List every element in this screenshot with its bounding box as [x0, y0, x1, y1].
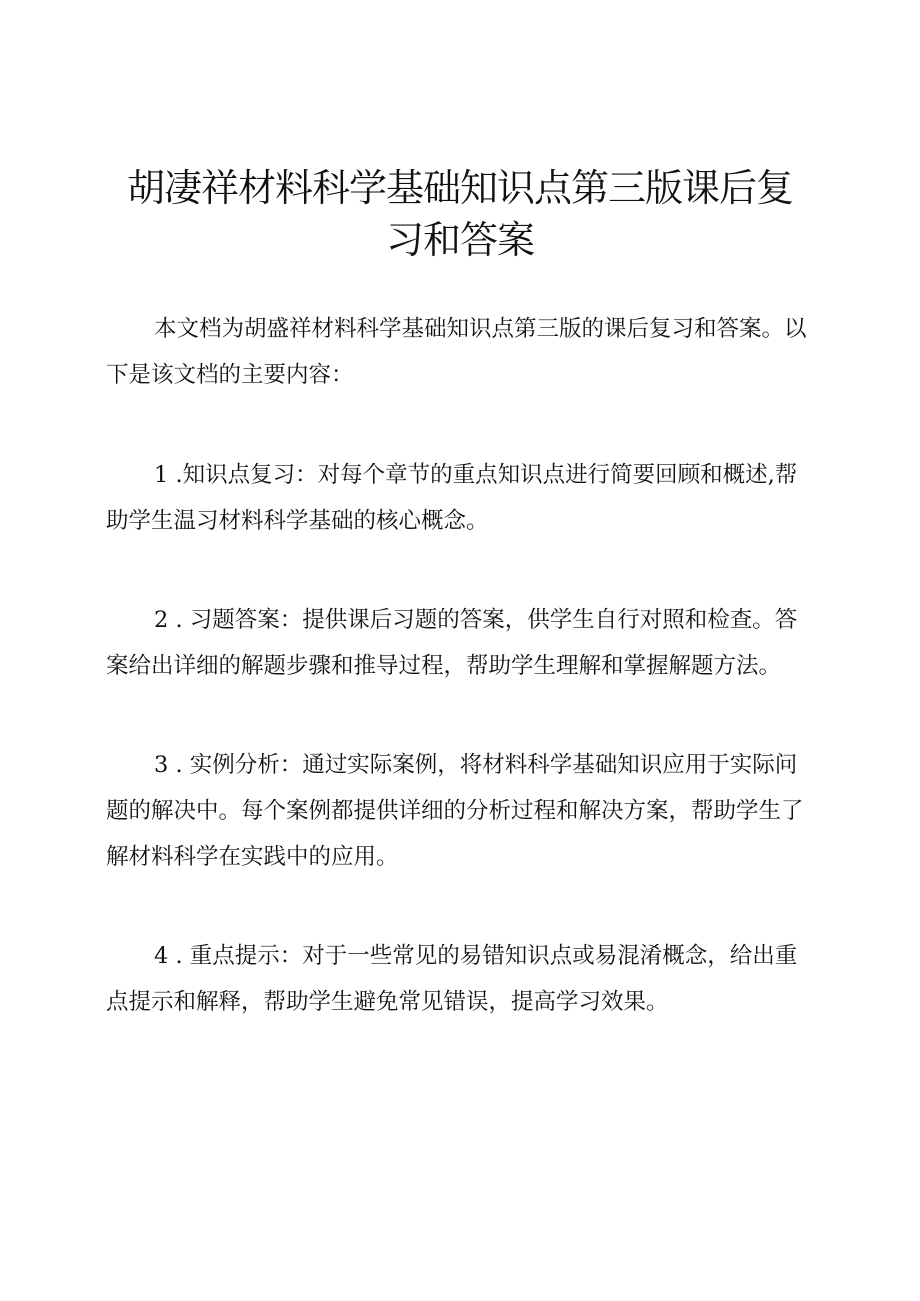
intro-paragraph: 本文档为胡盛祥材料科学基础知识点第三版的课后复习和答案。以下是该文档的主要内容：: [106, 316, 807, 388]
item-knowledge-review: 1 .知识点复习：对每个章节的重点知识点进行简要回顾和概述,帮助学生温习材料科学基础的核心概念。: [106, 462, 798, 534]
item-key-tips: 4 . 重点提示：对于一些常见的易错知识点或易混淆概念，给出重点提示和解释，帮助学生避免常见错误，提高学习效果。: [106, 943, 798, 1015]
document-title: 胡凄祥材料科学基础知识点第三版课后复习和答案: [126, 166, 793, 262]
item-case-analysis: 3 . 实例分析：通过实际案例，将材料科学基础知识应用于实际问题的解决中。每个案例都提供详细的分析过程和解决方案，帮助学生了解材料科学在实践中的应用。: [106, 752, 804, 870]
item-exercise-answers: 2 . 习题答案：提供课后习题的答案，供学生自行对照和检查。答案给出详细的解题步骤和推导过程，帮助学生理解和掌握解题方法。: [106, 607, 798, 679]
